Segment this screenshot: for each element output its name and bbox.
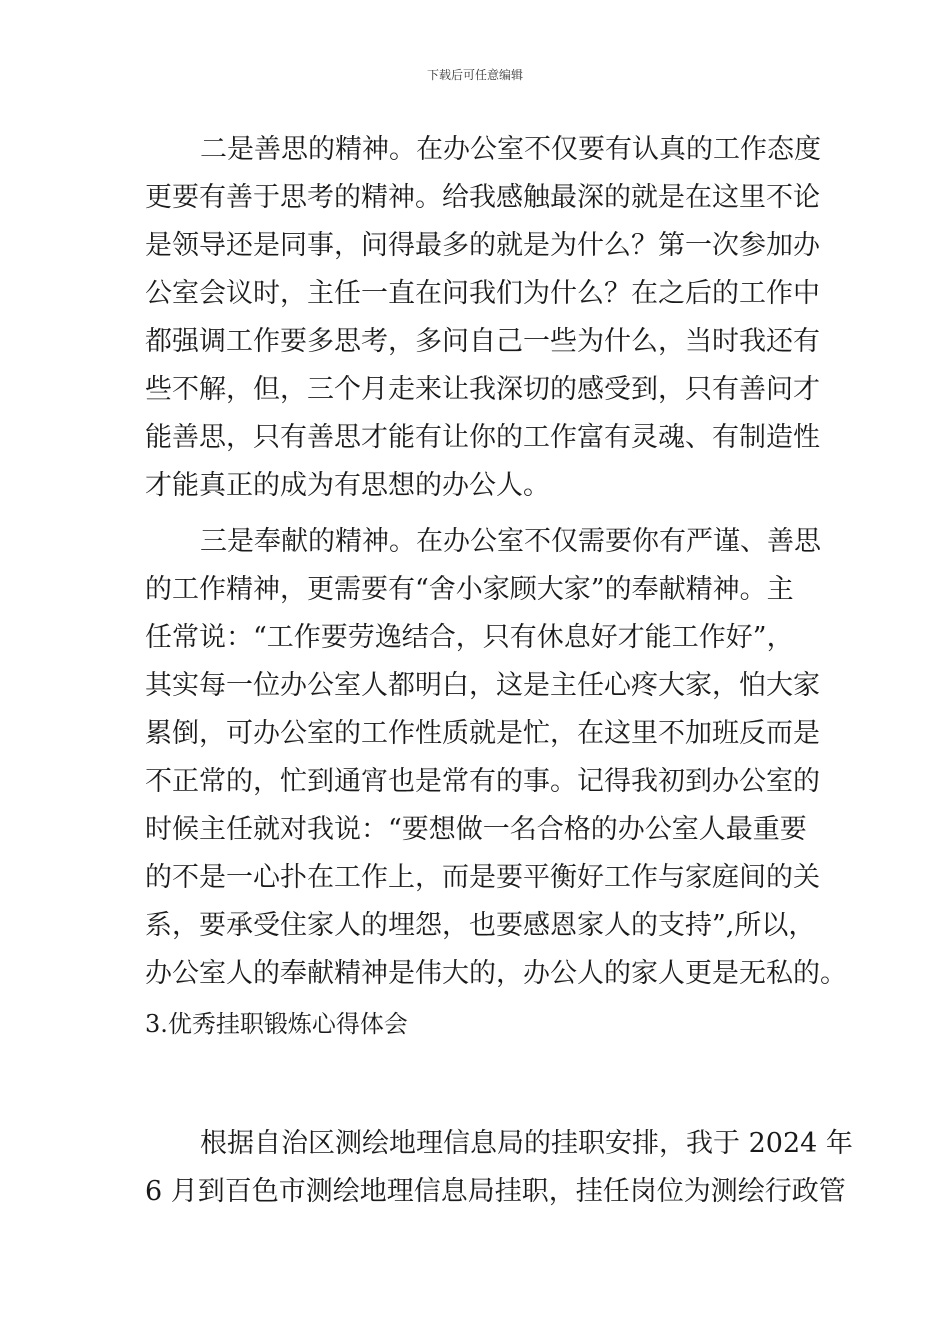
text-line: 才能真正的成为有思想的办公人。 [145, 470, 550, 501]
text-line: 的工作精神，更需要有“舍小家顾大家”的奉献精神。主 [145, 574, 794, 605]
text-line: 三是奉献的精神。在办公室不仅需要你有严谨、善思 [200, 526, 821, 557]
text-line: 都强调工作要多思考，多问自己一些为什么，当时我还有 [145, 326, 820, 357]
text-line: 能善思，只有善思才能有让你的工作富有灵魂、有制造性 [145, 422, 820, 453]
text-line: 更要有善于思考的精神。给我感触最深的就是在这里不论 [145, 182, 820, 213]
text-line: 些不解，但，三个月走来让我深切的感受到，只有善问才 [145, 374, 820, 405]
text-line: 累倒，可办公室的工作性质就是忙，在这里不加班反而是 [145, 718, 820, 749]
section-heading: 3.优秀挂职锻炼心得体会 [145, 1010, 408, 1038]
text-line: 系，要承受住家人的埋怨，也要感恩家人的支持”,所以， [145, 910, 816, 941]
text-line: 不正常的，忙到通宵也是常有的事。记得我初到办公室的 [145, 766, 820, 797]
page-header: 下载后可任意编辑 [426, 68, 523, 82]
text-line: 任常说：“工作要劳逸结合，只有休息好才能工作好”， [145, 622, 794, 653]
text-line: 是领导还是同事，问得最多的就是为什么？第一次参加办 [145, 230, 820, 261]
text-line: 其实每一位办公室人都明白，这是主任心疼大家，怕大家 [145, 670, 820, 701]
text-line: 时候主任就对我说：“要想做一名合格的办公室人最重要 [145, 814, 807, 845]
text-line: 根据自治区测绘地理信息局的挂职安排，我于 2024 年 [200, 1128, 853, 1159]
text-line: 6 月到百色市测绘地理信息局挂职，挂任岗位为测绘行政管 [145, 1176, 846, 1207]
text-line: 二是善思的精神。在办公室不仅要有认真的工作态度 [200, 134, 821, 165]
text-line: 办公室人的奉献精神是伟大的，办公人的家人更是无私的。 [145, 958, 847, 989]
text-line: 的不是一心扑在工作上，而是要平衡好工作与家庭间的关 [145, 862, 820, 893]
text-line: 公室会议时，主任一直在问我们为什么？在之后的工作中 [145, 278, 820, 309]
